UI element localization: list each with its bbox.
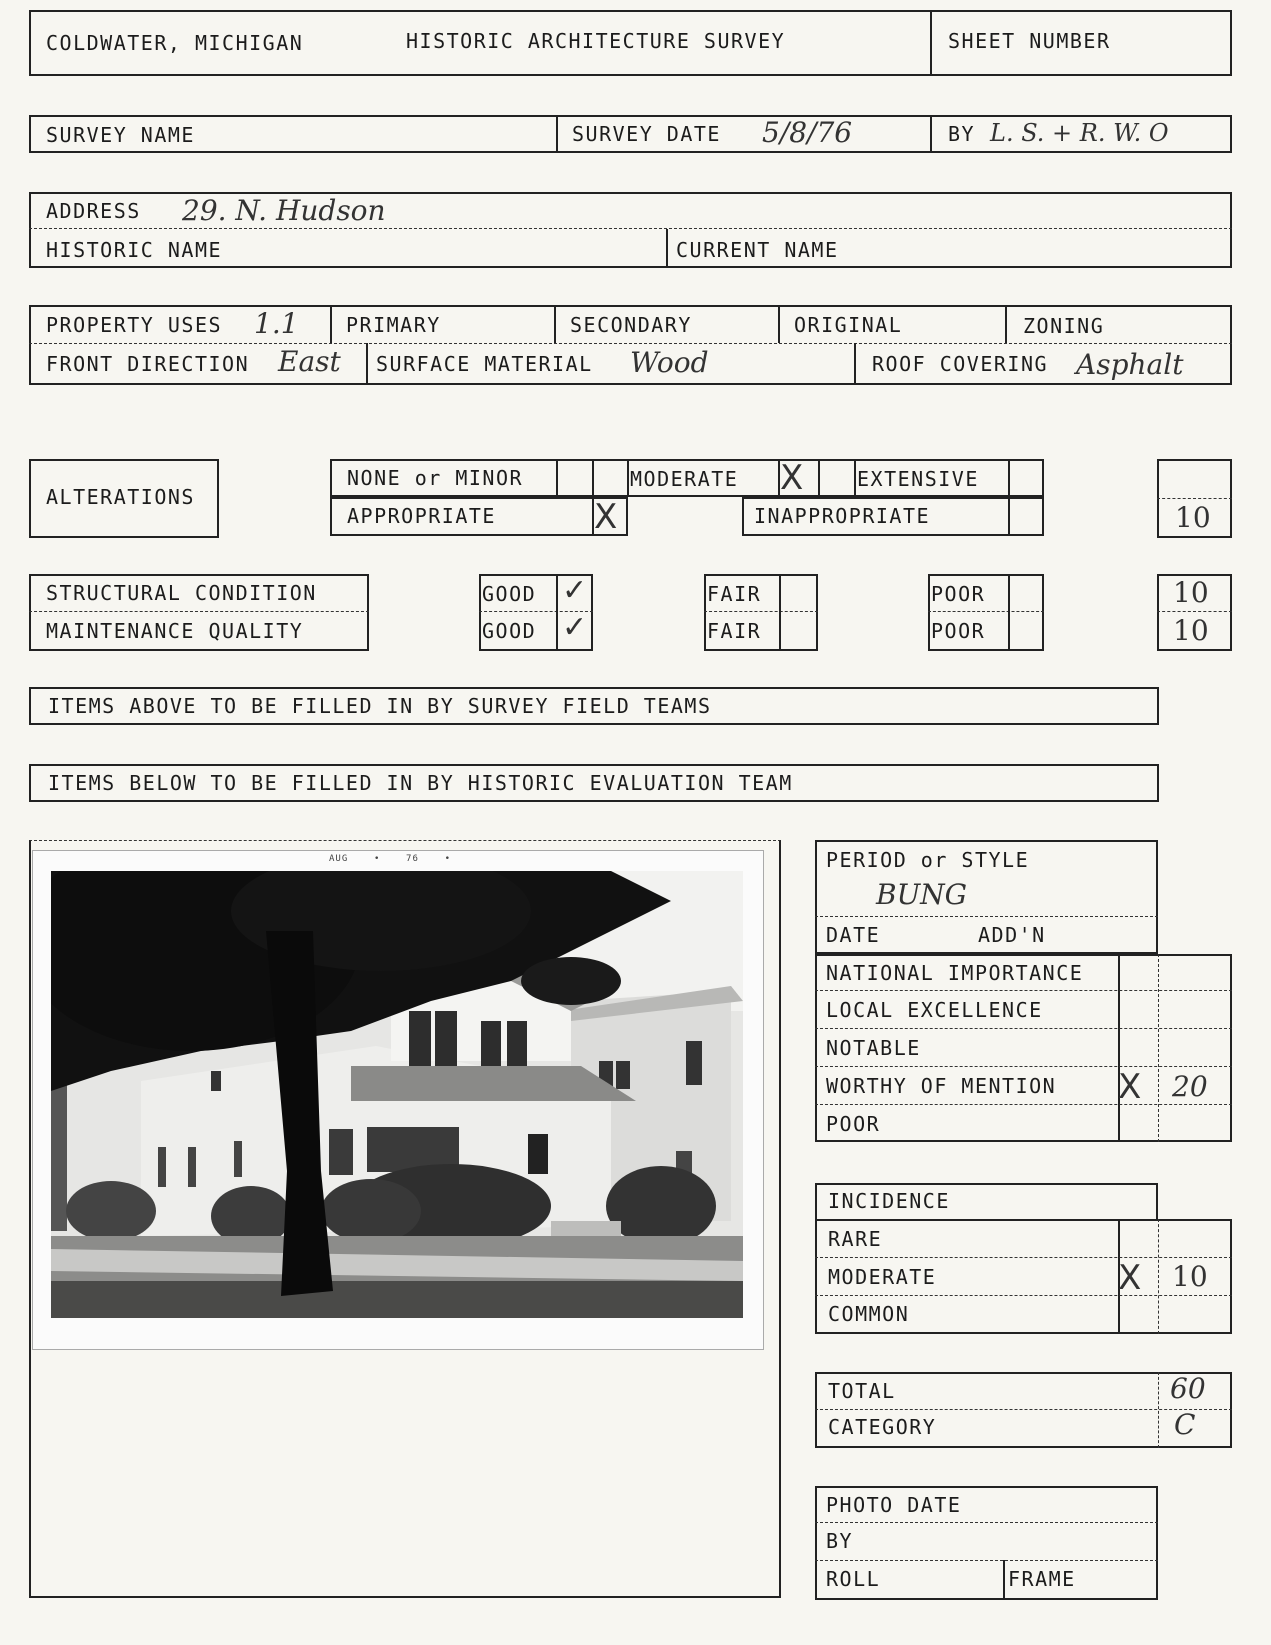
survey-date-value: 5/8/76 (762, 116, 853, 149)
importance-line-2 (815, 1028, 1232, 1029)
surface-material-value: Wood (630, 346, 709, 379)
structural-fair-label: FAIR (707, 582, 762, 606)
zoning-label: ZONING (1023, 314, 1105, 338)
total-divider (1158, 1372, 1159, 1448)
house-photo-image (51, 871, 743, 1318)
poor-line (928, 611, 1044, 612)
maintenance-fair-label: FAIR (707, 619, 762, 643)
property-divider-1 (330, 305, 332, 343)
fair-line (704, 611, 818, 612)
worthy-x-mark: X (1118, 1067, 1142, 1107)
header-divider (930, 10, 932, 76)
moderate-x-mark: X (780, 458, 804, 498)
maintenance-score: 10 (1173, 614, 1209, 647)
frame-label: FRAME (1008, 1567, 1076, 1591)
alt-div-3 (627, 459, 629, 497)
note-below: ITEMS BELOW TO BE FILLED IN BY HISTORIC EVALUATION TEAM (48, 771, 793, 795)
none-minor-label: NONE or MINOR (347, 466, 524, 490)
survey-by-label: BY (948, 122, 976, 146)
poor-label: POOR (826, 1112, 881, 1136)
address-row-line (29, 228, 1232, 229)
fair-divider (779, 574, 781, 651)
worthy-score: 20 (1172, 1070, 1208, 1103)
national-importance-label: NATIONAL IMPORTANCE (826, 961, 1084, 985)
sheet-number-label: SHEET NUMBER (948, 29, 1111, 53)
property-divider-4 (1005, 305, 1007, 343)
total-line (815, 1409, 1232, 1410)
survey-title: HISTORIC ARCHITECTURE SURVEY (406, 29, 786, 53)
total-value: 60 (1170, 1372, 1206, 1405)
period-value: BUNG (876, 878, 968, 911)
incidence-moderate-score: 10 (1172, 1260, 1208, 1293)
photo-info-line-2 (815, 1560, 1158, 1561)
structural-good-check: ✓ (562, 573, 588, 608)
alt-div-6 (854, 459, 856, 497)
photo-date-label: PHOTO DATE (826, 1493, 962, 1517)
house-photograph (32, 850, 764, 1350)
property-row-line (29, 343, 1232, 344)
photo-stamp-month: AUG (329, 854, 349, 864)
alt-div-2 (592, 459, 594, 497)
photo-stamp (329, 854, 451, 864)
alt-div-1 (556, 459, 558, 497)
structural-good-label: GOOD (482, 582, 537, 606)
primary-label: PRIMARY (346, 313, 441, 337)
inappropriate-label: INAPPROPRIATE (754, 504, 931, 528)
survey-name-label: SURVEY NAME (46, 123, 195, 147)
original-label: ORIGINAL (794, 313, 903, 337)
category-value: C (1174, 1408, 1196, 1441)
secondary-label: SECONDARY (570, 313, 692, 337)
maintenance-good-label: GOOD (482, 619, 537, 643)
historic-name-label: HISTORIC NAME (46, 238, 223, 262)
current-name-label: CURRENT NAME (676, 238, 839, 262)
notable-label: NOTABLE (826, 1036, 921, 1060)
property-divider-2 (554, 305, 556, 343)
addn-label: ADD'N (978, 923, 1046, 947)
address-divider (666, 229, 668, 268)
appropriate-label: APPROPRIATE (347, 504, 496, 528)
city-label: COLDWATER, MICHIGAN (46, 31, 304, 55)
note-above: ITEMS ABOVE TO BE FILLED IN BY SURVEY FIELD TEAMS (48, 694, 712, 718)
importance-divider (1118, 954, 1120, 1142)
property-uses-label: PROPERTY USES (46, 313, 223, 337)
photo-stamp-dot-1: • (354, 854, 400, 864)
poor-divider (1008, 574, 1010, 651)
property-divider-3 (778, 305, 780, 343)
roof-covering-value: Asphalt (1076, 348, 1184, 381)
worthy-of-mention-label: WORTHY OF MENTION (826, 1074, 1057, 1098)
address-value: 29. N. Hudson (182, 194, 386, 227)
extensive-label: EXTENSIVE (857, 467, 979, 491)
importance-line-1 (815, 990, 1232, 991)
photo-stamp-year: 76 (406, 854, 419, 864)
photo-info-divider (1003, 1560, 1005, 1600)
roof-covering-label: ROOF COVERING (872, 352, 1049, 376)
alterations-score: 10 (1175, 501, 1211, 534)
maintenance-good-check: ✓ (562, 610, 588, 645)
importance-line-4 (815, 1104, 1232, 1105)
property-uses-value: 1.1 (254, 307, 299, 340)
survey-divider-2 (930, 115, 932, 153)
incidence-moderate-x-mark: X (1118, 1258, 1142, 1298)
maintenance-quality-label: MAINTENANCE QUALITY (46, 619, 304, 643)
property-divider-5 (366, 343, 368, 385)
period-line (815, 916, 1158, 917)
roll-label: ROLL (826, 1567, 881, 1591)
survey-divider-1 (556, 115, 558, 153)
incidence-divider-2 (1158, 1219, 1159, 1334)
condition-score-line (1157, 611, 1232, 612)
category-label: CATEGORY (828, 1415, 937, 1439)
front-direction-value: East (278, 345, 341, 378)
condition-label-line (29, 611, 369, 612)
good-divider (556, 574, 558, 651)
rare-label: RARE (828, 1227, 883, 1251)
structural-poor-label: POOR (931, 582, 986, 606)
surface-material-label: SURFACE MATERIAL (376, 352, 593, 376)
survey-date-label: SURVEY DATE (572, 122, 721, 146)
common-label: COMMON (828, 1302, 910, 1326)
incidence-label: INCIDENCE (828, 1189, 950, 1213)
appropriate-x-mark: X (594, 497, 618, 537)
alterations-score-line (1157, 498, 1232, 499)
alt-div-9 (1008, 497, 1010, 536)
address-label: ADDRESS (46, 199, 141, 223)
photo-info-line-1 (815, 1522, 1158, 1523)
incidence-line-2 (815, 1295, 1232, 1296)
structural-score: 10 (1173, 576, 1209, 609)
moderate-label: MODERATE (630, 467, 739, 491)
date-label: DATE (826, 923, 881, 947)
maintenance-poor-label: POOR (931, 619, 986, 643)
property-divider-6 (854, 343, 856, 385)
survey-by-value: L. S. + R. W. O (990, 119, 1169, 147)
alt-div-5 (818, 459, 820, 497)
photo-by-label: BY (826, 1529, 854, 1553)
photo-stamp-dot-2: • (425, 854, 451, 864)
period-label: PERIOD or STYLE (826, 848, 1030, 872)
incidence-moderate-label: MODERATE (828, 1265, 937, 1289)
importance-line-3 (815, 1066, 1232, 1067)
importance-divider-2 (1158, 954, 1159, 1142)
total-label: TOTAL (828, 1379, 896, 1403)
front-direction-label: FRONT DIRECTION (46, 352, 250, 376)
incidence-line-1 (815, 1257, 1232, 1258)
local-excellence-label: LOCAL EXCELLENCE (826, 998, 1043, 1022)
alterations-label: ALTERATIONS (46, 485, 195, 509)
alt-div-7 (1008, 459, 1010, 497)
structural-condition-label: STRUCTURAL CONDITION (46, 581, 317, 605)
